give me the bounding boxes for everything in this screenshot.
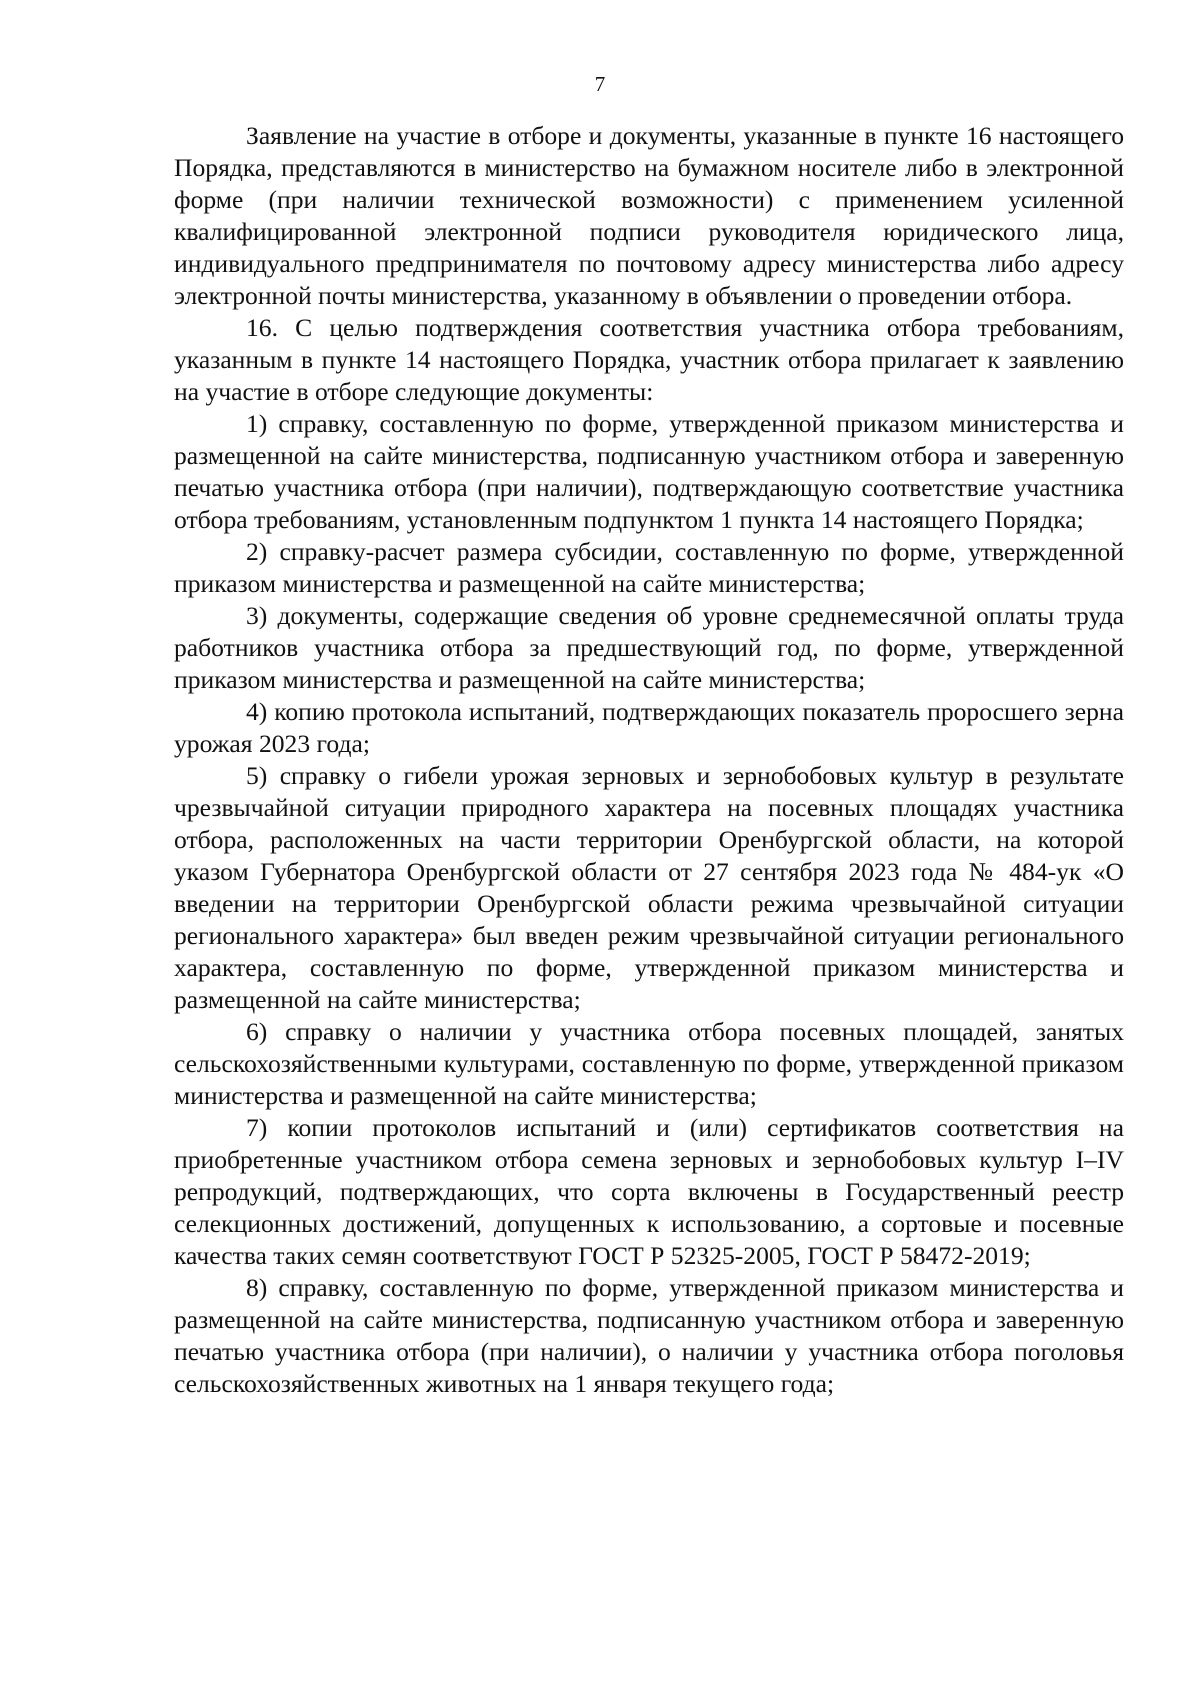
list-item-7: 7) копии протоколов испытаний и (или) сертификатов соответствия на приобретенные участником отбора семена зерновых и зернобобовых культур I–IV репродукций, подтверждающих, что сорта включены в Государственный реестр селекционных достижений, допущенных к использованию, а сортовые и посевные качества таких семян соответствуют ГОСТ Р 52325-2005, ГОСТ Р 58472-2019; — [174, 1113, 1124, 1270]
paragraph-clause-16: 16. С целью подтверждения соответствия участника отбора требованиям, указанным в пункте 14 настоящего Порядка, участник отбора прилагает к заявлению на участие в отборе следующие документы: — [174, 313, 1124, 406]
list-item-8: 8) справку, составленную по форме, утвержденной приказом министерства и размещенной на сайте министерства, подписанную участником отбора и заверенную печатью участника отбора (при наличии), о наличии у участника отбора поголовья сельскохозяйственных животных на 1 января текущего года; — [174, 1273, 1124, 1398]
paragraph-application-submission: Заявление на участие в отборе и документы, указанные в пункте 16 настоящего Порядка, представляются в министерство на бумажном носителе либо в электронной форме (при наличии технической возможности) с применением усиленной квалифицированной электронной подписи руководителя юридического лица, индивидуального предпринимателя по почтовому адресу министерства либо адресу электронной почты министерства, указанному в объявлении о проведении отбора. — [174, 121, 1124, 310]
list-item-3: 3) документы, содержащие сведения об уровне среднемесячной оплаты труда работников участника отбора за предшествующий год, по форме, утвержденной приказом министерства и размещенной на сайте министерства; — [174, 601, 1124, 694]
page-number: 7 — [594, 72, 606, 96]
list-item-1: 1) справку, составленную по форме, утвержденной приказом министерства и размещенной на сайте министерства, подписанную участником отбора и заверенную печатью участника отбора (при наличии), подтверждающую соответствие участника отбора требованиям, установленным подпунктом 1 пункта 14 настоящего Порядка; — [174, 409, 1124, 534]
list-item-4: 4) копию протокола испытаний, подтверждающих показатель проросшего зерна урожая 2023 года; — [174, 697, 1124, 758]
list-item-2: 2) справку-расчет размера субсидии, составленную по форме, утвержденной приказом министерства и размещенной на сайте министерства; — [174, 537, 1124, 598]
list-item-5: 5) справку о гибели урожая зерновых и зернобобовых культур в результате чрезвычайной ситуации природного характера на посевных площадях участника отбора, расположенных на части территории Оренбургской области, на которой указом Губернатора Оренбургской области от 27 сентября 2023 года № 484-ук «О введении на территории Оренбургской области режима чрезвычайной ситуации регионального характера» был введен режим чрезвычайной ситуации регионального характера, составленную по форме, утвержденной приказом министерства и размещенной на сайте министерства; — [174, 761, 1124, 1014]
list-item-6: 6) справку о наличии у участника отбора посевных площадей, занятых сельскохозяйственными культурами, составленную по форме, утвержденной приказом министерства и размещенной на сайте министерства; — [174, 1017, 1124, 1110]
document-body — [174, 120, 1124, 1400]
